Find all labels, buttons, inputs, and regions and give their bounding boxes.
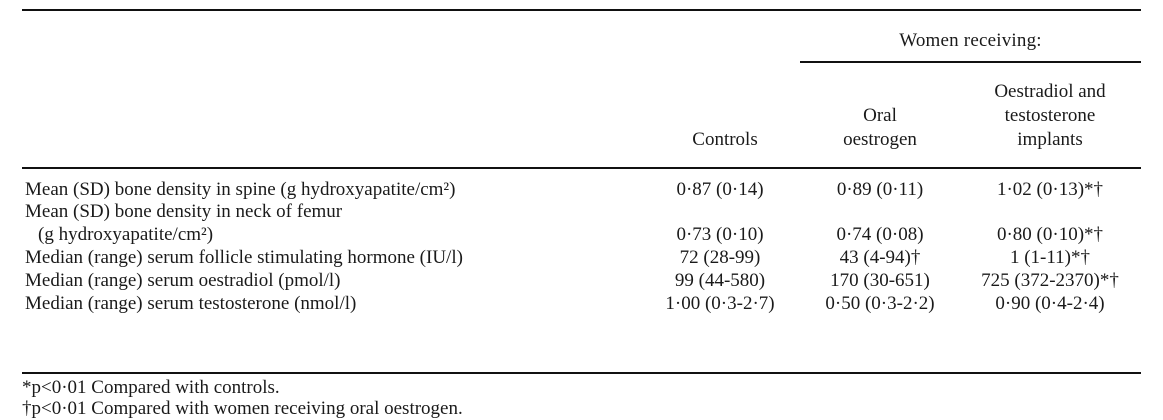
- column-header-controls: [650, 128, 800, 152]
- column-header-implants-line3: implants: [1017, 129, 1083, 150]
- cell-testosterone-implants: 0·90 (0·4-2·4): [995, 293, 1105, 314]
- cell-femur-implants: 0·80 (0·10)*†: [996, 224, 1104, 245]
- cell-femur-oral: 0·74 (0·08): [836, 224, 924, 245]
- cell-fsh-controls: 72 (28-99): [679, 247, 761, 268]
- cell-oestradiol-controls: 99 (44-580): [674, 270, 766, 291]
- cell-spine-implants: 1·02 (0·13)*†: [996, 179, 1104, 200]
- row-label-oestradiol: Median (range) serum oestradiol (pmol/l): [25, 270, 341, 291]
- cell-testosterone-controls: 1·00 (0·3-2·7): [665, 293, 775, 314]
- table-top-rule: [22, 9, 1141, 11]
- column-header-implants-line1: Oestradiol and: [994, 81, 1106, 102]
- column-header-oral-line1: Oral: [863, 105, 897, 126]
- column-header-implants: [950, 80, 1150, 152]
- header-rule: [22, 167, 1141, 169]
- cell-testosterone-oral: 0·50 (0·3-2·2): [825, 293, 935, 314]
- footnote-oral-oestrogen: †p<0·01 Compared with women receiving oral oestrogen.: [22, 398, 463, 419]
- cell-oestradiol-oral: 170 (30-651): [830, 270, 930, 291]
- group-header-rule: [800, 61, 1141, 63]
- column-header-oral-line2: oestrogen: [843, 129, 917, 150]
- row-label-fsh: Median (range) serum follicle stimulating hormone (IU/l): [25, 247, 463, 268]
- cell-oestradiol-implants: 725 (372-2370)*†: [981, 270, 1119, 291]
- footnote-controls: *p<0·01 Compared with controls.: [22, 377, 280, 398]
- cell-fsh-implants: 1 (1-11)*†: [1009, 247, 1091, 268]
- column-header-implants-line2: testosterone: [1004, 105, 1096, 126]
- row-label-testosterone: Median (range) serum testosterone (nmol/l): [25, 293, 357, 314]
- cell-spine-oral: 0·89 (0·11): [836, 179, 924, 200]
- row-label-spine-density: Mean (SD) bone density in spine (g hydroxyapatite/cm²): [25, 179, 456, 200]
- cell-femur-controls: 0·73 (0·10): [676, 224, 764, 245]
- cell-spine-controls: 0·87 (0·14): [676, 179, 764, 200]
- group-header: Women receiving:: [899, 30, 1042, 51]
- cell-fsh-oral: 43 (4-94)†: [839, 247, 921, 268]
- row-label-femur-density-cont: (g hydroxyapatite/cm²): [38, 224, 214, 245]
- column-header-oral-oestrogen: [800, 104, 960, 152]
- row-label-femur-density: Mean (SD) bone density in neck of femur: [25, 201, 343, 222]
- column-header-controls-text: Controls: [692, 129, 758, 150]
- table-bottom-rule: [22, 372, 1141, 374]
